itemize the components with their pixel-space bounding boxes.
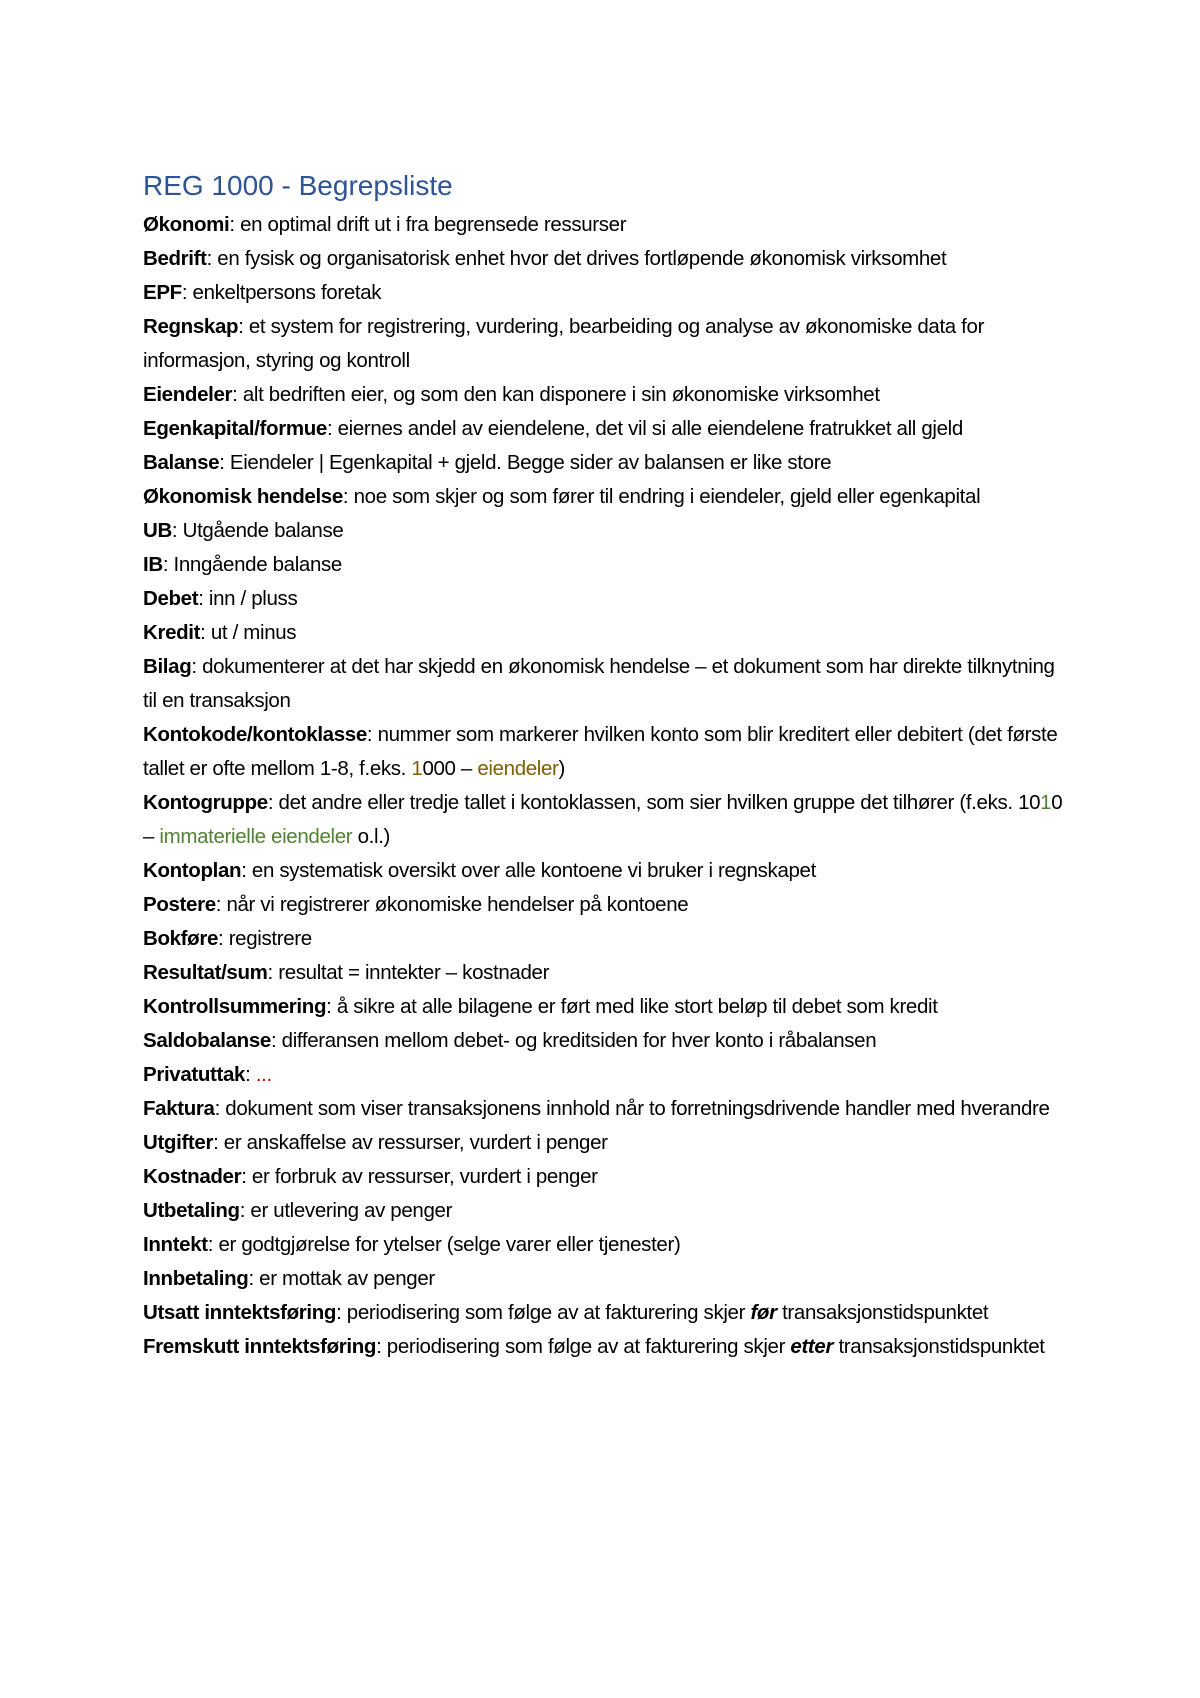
entry-balanse [143,446,1063,480]
definition: : differansen mellom debet- og kreditsiden for hver konto i råbalansen [270,1029,877,1052]
term: Fremskutt inntektsføring [143,1335,377,1358]
definition: : en fysisk og organisatorisk enhet hvor det drives fortløpende økonomisk virksomhet [206,247,947,270]
term: Innbetaling [143,1267,249,1290]
emphasis: før [750,1301,777,1324]
entry-bokfore [143,922,1063,956]
term: Bilag [143,655,192,678]
term: Utsatt inntektsføring [143,1301,337,1324]
definition-mid: 0 – [143,791,1063,848]
definition-end: o.l.) [352,825,391,848]
definition: : enkeltpersons foretak [181,281,382,304]
term: UB [143,519,172,542]
entry-saldobalanse [143,1024,1063,1058]
term: Regnskap [143,315,239,338]
term: Kredit [143,621,201,644]
definition: : nummer som markerer hvilken konto som blir kreditert eller debitert (det første tallet er ofte mellom 1-8, f.eks. [143,723,1058,780]
term: Bokføre [143,927,219,950]
entry-fremskutt-inntektsforing [143,1330,1063,1364]
definition: : eiernes andel av eiendelene, det vil si alle eiendelene fratrukket all gjeld [326,417,963,440]
term: Faktura [143,1097,215,1120]
definition: : inn / pluss [198,587,298,610]
entry-ib [143,548,1063,582]
term: Kostnader [143,1165,242,1188]
entry-utgifter [143,1126,1063,1160]
entry-regnskap [143,310,1063,378]
definition: : en systematisk oversikt over alle kontoene vi bruker i regnskapet [241,859,816,882]
entry-kontogruppe [143,786,1063,854]
term: Bedrift [143,247,207,270]
entry-utsatt-inntektsforing [143,1296,1063,1330]
entry-bedrift [143,242,1063,276]
term: Debet [143,587,199,610]
term: Økonomisk hendelse [143,485,343,508]
term: Kontoplan [143,859,242,882]
entry-privatuttak [143,1058,1063,1092]
entry-utbetaling [143,1194,1063,1228]
definition: : dokumenterer at det har skjedd en økonomisk hendelse – et dokument som har direkte tilknytning til en transaksjon [143,655,1055,712]
definition: : når vi registrerer økonomiske hendelser på kontoene [215,893,689,916]
term: Privatuttak [143,1063,246,1086]
definition-end: transaksjonstidspunktet [776,1301,989,1324]
entry-kontoplan [143,854,1063,888]
definition: : noe som skjer og som fører til endring i eiendeler, gjeld eller egenkapital [342,485,981,508]
entry-kredit [143,616,1063,650]
document-title: REG 1000 - Begrepsliste [143,170,453,201]
definition: : periodisering som følge av at fakturering skjer [336,1301,751,1324]
highlight-text: immaterielle eiendeler [159,825,353,848]
definition-end: ) [558,757,566,780]
term: Egenkapital/formue [143,417,327,440]
definition: : å sikre at alle bilagene er ført med like stort beløp til debet som kredit [326,995,938,1018]
entry-okonomi [143,208,1063,242]
term: Inntekt [143,1233,208,1256]
definition-end: transaksjonstidspunktet [833,1335,1045,1358]
definition: : en optimal drift ut i fra begrensede ressurser [229,213,627,236]
definition: : dokument som viser transaksjonens innhold når to forretningsdrivende handler med hverandre [214,1097,1050,1120]
term: EPF [143,281,182,304]
highlight-ellipsis: ... [255,1063,272,1086]
definition: : periodisering som følge av at fakturering skjer [376,1335,791,1358]
definition: : Eiendeler | Egenkapital + gjeld. Begge sider av balansen er like store [219,451,832,474]
term: Kontrollsummering [143,995,327,1018]
emphasis: etter [790,1335,834,1358]
term: Postere [143,893,216,916]
definition: : alt bedriften eier, og som den kan disponere i sin økonomiske virksomhet [232,383,880,406]
definition: : det andre eller tredje tallet i kontoklassen, som sier hvilken gruppe det tilhører (f.eks. 10 [267,791,1041,814]
entry-kontokode [143,718,1063,786]
definition: : Inngående balanse [162,553,342,576]
highlight-text: eiendeler [477,757,559,780]
highlight-digit: 1 [1040,791,1052,814]
entry-epf [143,276,1063,310]
definition-mid: 000 – [422,757,478,780]
entry-postere [143,888,1063,922]
term: Kontokode/kontoklasse [143,723,367,746]
term: Økonomi [143,213,230,236]
term: Utbetaling [143,1199,240,1222]
term: Balanse [143,451,220,474]
definition: : er mottak av penger [248,1267,435,1290]
definition: : et system for registrering, vurdering, bearbeiding og analyse av økonomiske data for informasjon, styring og kontroll [143,315,985,372]
entry-ub [143,514,1063,548]
definition: : ut / minus [200,621,297,644]
entry-egenkapital [143,412,1063,446]
entry-bilag [143,650,1063,718]
entry-okonomisk-hendelse [143,480,1063,514]
entry-eiendeler [143,378,1063,412]
term: IB [143,553,163,576]
entry-inntekt [143,1228,1063,1262]
definition: : er godtgjørelse for ytelser (selge varer eller tjenester) [207,1233,681,1256]
entry-debet [143,582,1063,616]
entry-resultat [143,956,1063,990]
term: Utgifter [143,1131,214,1154]
definition: : er forbruk av ressurser, vurdert i penger [241,1165,598,1188]
document-page [143,168,1063,1364]
term: Kontogruppe [143,791,268,814]
definition: : Utgående balanse [171,519,344,542]
definition: : [245,1063,256,1086]
entry-kontrollsummering [143,990,1063,1024]
entry-kostnader [143,1160,1063,1194]
definition: : er utlevering av penger [239,1199,453,1222]
definition: : resultat = inntekter – kostnader [267,961,550,984]
entry-innbetaling [143,1262,1063,1296]
entry-faktura [143,1092,1063,1126]
term: Eiendeler [143,383,233,406]
term: Saldobalanse [143,1029,271,1052]
highlight-digit: 1 [411,757,423,780]
definition: : er anskaffelse av ressurser, vurdert i penger [213,1131,608,1154]
definition: : registrere [218,927,312,950]
term: Resultat/sum [143,961,268,984]
